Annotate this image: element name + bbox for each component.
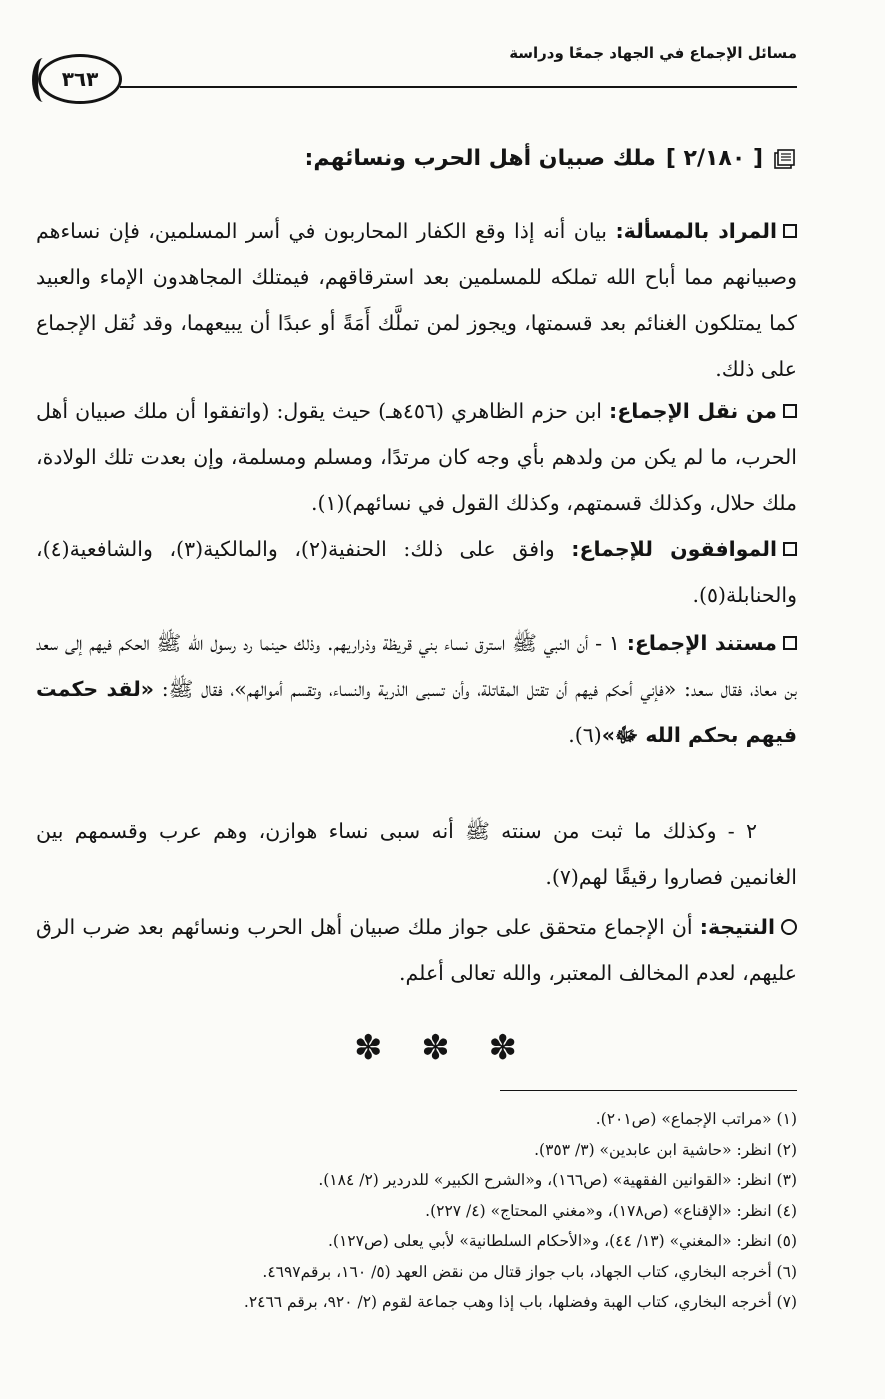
section-end-ornament: ✽ ✽ ✽: [353, 1028, 532, 1068]
paragraph-text: ٢ - وكذلك ما ثبت من سنته ﷺ أنه سبى نساء هوازن، وهم عرب وقسمهم بين الغانمين فصاروا رقيقًا لهم(٧).: [36, 819, 797, 889]
square-bullet-icon: [783, 224, 797, 238]
running-header-title: مسائل الإجماع في الجهاد جمعًا ودراسة: [509, 44, 797, 62]
paragraph-result: [36, 904, 797, 996]
paragraph-transmitter: [36, 388, 797, 526]
footnotes: [60, 1104, 797, 1318]
paragraph-text: [36, 388, 797, 526]
paragraph-text: [36, 620, 797, 758]
section-heading: [37, 146, 797, 171]
paragraph-evidence-2: [36, 808, 797, 900]
header-rule: [120, 86, 797, 88]
paragraph-body: أن الإجماع متحقق على جواز ملك صبيان أهل الحرب ونسائهم بعد ضرب الرق عليهم، لعدم المخالف المعتبر، والله تعالى أعلم.: [36, 915, 797, 985]
footnote: (١) «مراتب الإجماع» (ص٢٠١).: [595, 1110, 797, 1128]
book-icon: [773, 148, 797, 170]
paragraph-text: [36, 208, 797, 392]
paragraph-lead: مستند الإجماع:: [626, 631, 777, 655]
footnote-rule: [500, 1090, 797, 1091]
paragraph-meaning: [36, 208, 797, 392]
paragraph-agreeing: [36, 526, 797, 618]
paragraph-tail: (٦).: [568, 723, 602, 747]
paragraph-body: بيان أنه إذا وقع الكفار المحاربون في أسر المسلمين، فإن نساءهم وصبيانهم مما أباح الله تملكه للمسلمين بعد استرقاقهم، فيمتلك المجاهدون الإماء والعبيد كما يمتلكون الغنائم بعد قسمتها، ويجوز لمن تملَّك أَمَةً أو عبدًا أن يبيعهما، وقد نُقل الإجماع على ذلك.: [36, 219, 797, 381]
paragraph-body: وافق على ذلك: الحنفية(٢)، والمالكية(٣)، والشافعية(٤)، والحنابلة(٥).: [36, 537, 797, 607]
footnote: (٤) انظر: «الإقناع» (ص١٧٨)، و«مغني المحتاج» (٤/ ٢٢٧).: [425, 1201, 797, 1220]
square-bullet-icon: [783, 404, 797, 418]
section-title: ملك صبيان أهل الحرب ونسائهم:: [304, 146, 656, 171]
paragraph-lead: من نقل الإجماع:: [609, 399, 778, 423]
footnote: (٣) انظر: «القوانين الفقهية» (ص١٦٦)، و«الشرح الكبير» للدردير (٢/ ١٨٤).: [318, 1171, 797, 1189]
footnote: (٢) انظر: «حاشية ابن عابدين» (٣/ ٣٥٣).: [534, 1140, 797, 1159]
paragraph-text: [36, 526, 797, 618]
paragraph-lead: المراد بالمسألة:: [615, 219, 777, 243]
paragraph-text: [36, 904, 797, 996]
section-number: [ ٢/١٨٠ ]: [665, 146, 763, 171]
square-bullet-icon: [783, 636, 797, 650]
quoted-hadith: «لقد حكمت فيهم بحكم الله ﷻ»: [36, 677, 797, 747]
paragraph-evidence: [36, 620, 797, 758]
circle-bullet-icon: [781, 919, 797, 935]
footnote: (٦) أخرجه البخاري، كتاب الجهاد، باب جواز قتال من نقض العهد (٥/ ١٦٠، برقم٤٦٩٧.: [262, 1262, 797, 1281]
paragraph-body: ابن حزم الظاهري (٤٥٦هـ) حيث يقول: (واتفقوا أن ملك صبيان أهل الحرب، ما لم يكن من ولدهم بأي وجه كان مرتدًا، ومسلم ومسلمة، وإن بعدت تلك الولادة، ملك حلال، وكذلك قسمتهم، وكذلك القول في نسائهم)(١).: [36, 399, 797, 515]
footnote: (٧) أخرجه البخاري، كتاب الهبة وفضلها، باب إذا وهب جماعة لقوم (٢/ ٩٢٠، برقم ٢٤٦٦.: [243, 1293, 797, 1311]
page-number: ٣٦٣: [38, 54, 122, 104]
paragraph-lead: الموافقون للإجماع:: [571, 537, 777, 561]
paragraph-body: ١ - أن النبي ﷺ استرق نساء بني قريظة وذراريهم. وذلك حينما رد رسول الله ﷺ الحكم فيهم إلى سعد بن معاذ، فقال سعد: «فإني أحكم فيهم أن تقتل المقاتلة، وأن تسبى الذرية والنساء، وتقسم أموالهم»، فقال ﷺ:: [36, 631, 797, 701]
footnote: (٥) انظر: «المغني» (١٣/ ٤٤)، و«الأحكام السلطانية» لأبي يعلى (ص١٢٧).: [327, 1232, 797, 1250]
square-bullet-icon: [783, 542, 797, 556]
paragraph-lead: النتيجة:: [699, 915, 775, 939]
